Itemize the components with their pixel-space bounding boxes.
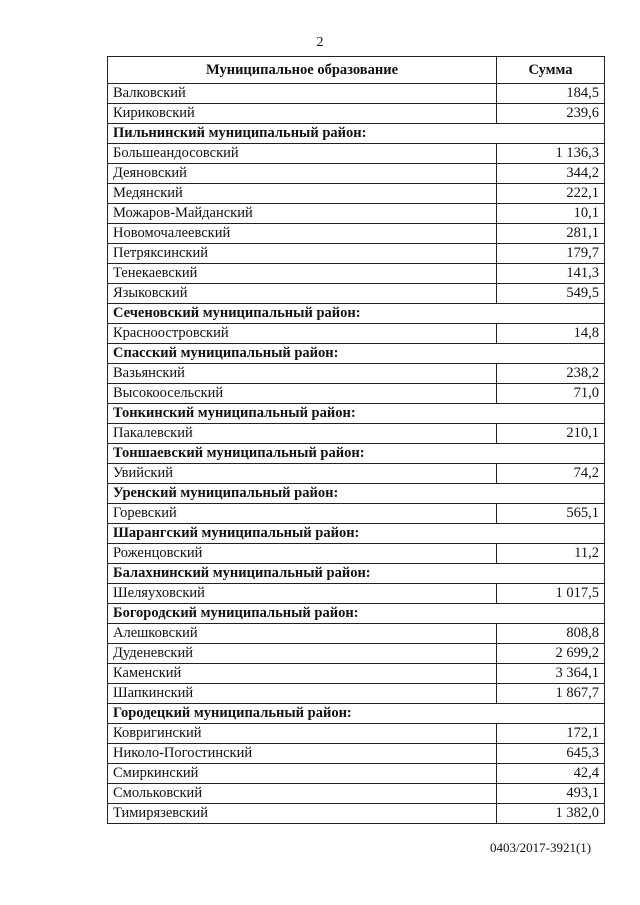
page-number: 2 (316, 35, 324, 50)
amount-value: 71,0 (497, 384, 605, 404)
document-code: 0403/2017-3921(1) (490, 840, 592, 855)
municipality-name: Тимирязевский (108, 804, 497, 824)
district-name: Тонкинский муниципальный район: (108, 404, 605, 424)
amount-value: 565,1 (497, 504, 605, 524)
municipality-name: Тенекаевский (108, 264, 497, 284)
municipality-name: Новомочалеевский (108, 224, 497, 244)
table-header-row (108, 57, 605, 84)
district-header-row (108, 444, 605, 464)
table-row (108, 364, 605, 384)
municipality-name: Языковский (108, 284, 497, 304)
table-row (108, 724, 605, 744)
amount-value: 42,4 (497, 764, 605, 784)
district-header-row (108, 564, 605, 584)
table-row (108, 684, 605, 704)
table-row (108, 144, 605, 164)
table-row (108, 164, 605, 184)
table-row (108, 664, 605, 684)
table-row (108, 324, 605, 344)
table-row (108, 804, 605, 824)
municipality-name: Шеляуховский (108, 584, 497, 604)
table-row (108, 384, 605, 404)
table-row (108, 204, 605, 224)
district-name: Тоншаевский муниципальный район: (108, 444, 605, 464)
municipality-name: Высокоосельский (108, 384, 497, 404)
district-header-row (108, 524, 605, 544)
amount-value: 222,1 (497, 184, 605, 204)
table-row (108, 424, 605, 444)
district-name: Сеченовский муниципальный район: (108, 304, 605, 324)
amount-value: 141,3 (497, 264, 605, 284)
municipality-name: Валковский (108, 84, 497, 104)
municipality-name: Деяновский (108, 164, 497, 184)
municipality-name: Красноостровский (108, 324, 497, 344)
amount-value: 11,2 (497, 544, 605, 564)
municipality-name: Ковригинский (108, 724, 497, 744)
municipality-name: Вазьянский (108, 364, 497, 384)
table-row (108, 464, 605, 484)
district-name: Балахнинский муниципальный район: (108, 564, 605, 584)
amount-value: 808,8 (497, 624, 605, 644)
district-header-row (108, 484, 605, 504)
amount-value: 239,6 (497, 104, 605, 124)
municipality-name: Николо-Погостинский (108, 744, 497, 764)
municipality-name: Шапкинский (108, 684, 497, 704)
amount-value: 493,1 (497, 784, 605, 804)
amount-value: 179,7 (497, 244, 605, 264)
column-header-amount: Сумма (497, 57, 605, 84)
municipality-name: Кириковский (108, 104, 497, 124)
table-row (108, 644, 605, 664)
district-name: Шарангский муниципальный район: (108, 524, 605, 544)
amount-value: 184,5 (497, 84, 605, 104)
amount-value: 14,8 (497, 324, 605, 344)
table-row (108, 84, 605, 104)
table-row (108, 624, 605, 644)
amount-value: 3 364,1 (497, 664, 605, 684)
district-header-row (108, 124, 605, 144)
table-row (108, 244, 605, 264)
municipality-name: Петряксинский (108, 244, 497, 264)
district-header-row (108, 704, 605, 724)
municipality-name: Каменский (108, 664, 497, 684)
amount-value: 210,1 (497, 424, 605, 444)
table-row (108, 284, 605, 304)
table-row (108, 764, 605, 784)
amount-value: 10,1 (497, 204, 605, 224)
municipality-name: Смиркинский (108, 764, 497, 784)
amount-value: 1 382,0 (497, 804, 605, 824)
municipality-name: Увийский (108, 464, 497, 484)
table-row (108, 104, 605, 124)
amount-value: 74,2 (497, 464, 605, 484)
amount-value: 1 017,5 (497, 584, 605, 604)
district-name: Богородский муниципальный район: (108, 604, 605, 624)
table-row (108, 544, 605, 564)
district-header-row (108, 344, 605, 364)
amount-value: 549,5 (497, 284, 605, 304)
municipality-name: Роженцовский (108, 544, 497, 564)
table-row (108, 184, 605, 204)
column-header-municipality: Муниципальное образование (108, 57, 497, 84)
district-header-row (108, 604, 605, 624)
municipality-name: Смольковский (108, 784, 497, 804)
amount-value: 344,2 (497, 164, 605, 184)
district-header-row (108, 304, 605, 324)
table-row (108, 744, 605, 764)
district-name: Уренский муниципальный район: (108, 484, 605, 504)
table-row (108, 584, 605, 604)
table-row (108, 264, 605, 284)
district-name: Спасский муниципальный район: (108, 344, 605, 364)
district-header-row (108, 404, 605, 424)
municipal-amounts-table (107, 56, 605, 824)
amount-value: 1 867,7 (497, 684, 605, 704)
municipality-name: Медянский (108, 184, 497, 204)
municipality-name: Можаров-Майданский (108, 204, 497, 224)
table-row (108, 504, 605, 524)
table-row (108, 224, 605, 244)
district-name: Городецкий муниципальный район: (108, 704, 605, 724)
amount-value: 645,3 (497, 744, 605, 764)
amount-value: 281,1 (497, 224, 605, 244)
district-name: Пильнинский муниципальный район: (108, 124, 605, 144)
amount-value: 238,2 (497, 364, 605, 384)
table-body (108, 84, 605, 824)
municipality-name: Пакалевский (108, 424, 497, 444)
municipality-name: Дуденевский (108, 644, 497, 664)
amount-value: 2 699,2 (497, 644, 605, 664)
municipality-name: Алешковский (108, 624, 497, 644)
municipality-name: Большеандосовский (108, 144, 497, 164)
table-row (108, 784, 605, 804)
amount-value: 172,1 (497, 724, 605, 744)
amount-value: 1 136,3 (497, 144, 605, 164)
municipality-name: Горевский (108, 504, 497, 524)
